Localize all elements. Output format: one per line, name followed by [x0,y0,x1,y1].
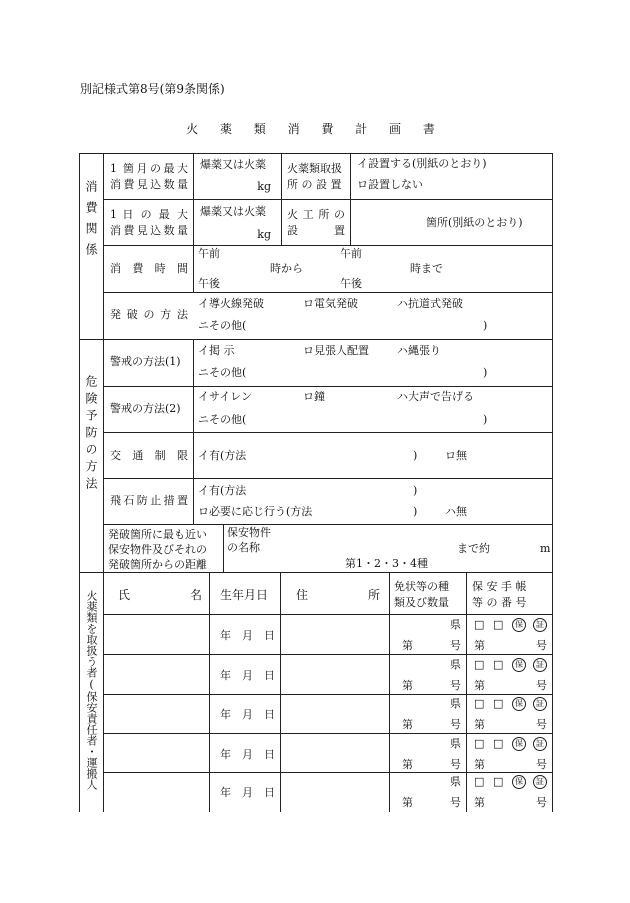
stone-option-3: ハ無 [445,505,467,518]
row-date: 年 月 日 [220,786,275,799]
row-checkbox-2: □ [493,737,504,750]
warn1-option-1: イ掲 示 [198,344,235,357]
row-book-go: 号 [536,718,547,731]
row-checkbox-1: □ [474,775,485,788]
rule-v [209,572,210,812]
object-label-2: の名称 [227,541,260,554]
warn2-option-1: イサイレン [198,390,252,403]
row-pref: 県 [450,697,461,710]
row-license-go: 号 [450,639,461,652]
row-book-go: 号 [536,796,547,809]
warn1-label: 警戒の方法(1) [110,355,181,368]
pm-end: 午後 [340,277,362,290]
stone-option-1: イ有(方法 [198,484,247,497]
row-pref: 県 [450,618,461,631]
storage-label-1: 火薬類取扱 [287,162,342,175]
warn2-other: ニその他( [198,413,247,426]
kg-unit-1: kg [257,180,271,193]
storage-label-2: 所 の 設 置 [287,178,342,191]
rule-h [103,614,552,615]
rule-h [103,654,552,655]
row-license-dai: 第 [402,679,413,692]
rule-v [223,524,224,572]
rule-h [103,386,552,387]
row-checkbox-1: □ [474,658,485,671]
rule-h [103,245,552,246]
form-number: 別記様式第8号(第9条関係) [80,82,225,96]
stone-option-2-close: ) [413,505,418,518]
approx-text: まで約 [457,542,490,555]
row-stamp-sho-wrap [533,775,547,789]
row-stamp-sho: 証 [533,658,547,672]
row-stamp-sho: 証 [533,618,547,632]
kg-unit-2: kg [257,228,271,241]
row-stamp-ho: 保 [512,697,526,711]
rule-v [193,339,194,524]
fire-label-1: 火 工 所 の [287,208,345,221]
blast-option-3: ハ抗道式発破 [397,297,463,310]
row-stamp-ho: 保 [512,737,526,751]
col-name-2: 名 [190,588,203,602]
rule-v [350,153,351,245]
rule-v [103,572,104,812]
warn2-label: 警戒の方法(2) [110,402,181,415]
am-end: 午前 [340,247,362,260]
col-address-1: 住 [296,588,309,602]
blast-label: 発 破 の 方 法 [110,308,188,321]
pm-start: 午後 [198,277,220,290]
row-date: 年 月 日 [220,748,275,761]
section-divider-1 [79,339,552,340]
section-handlers: 火薬類を取扱う者(保安責任者・運搬人 [85,590,98,790]
row-checkbox-1: □ [474,618,485,631]
row-stamp-ho-wrap [512,737,526,751]
rule-h [103,199,552,200]
col-book-2: 等 の 番 号 [472,596,527,609]
row-pref: 県 [450,737,461,750]
warn2-other-close: ) [483,413,488,426]
row-stamp-ho-wrap [512,775,526,789]
row-date: 年 月 日 [220,629,275,642]
meter-unit: m [540,542,551,555]
object-label-1: 保安物件 [227,526,271,539]
daily-max-label-2: 消費見込数量 [110,224,188,237]
traffic-option-2: ロ無 [445,449,467,462]
row-stamp-ho: 保 [512,658,526,672]
blast-other-close: ) [483,319,488,332]
row-checkbox-2: □ [493,618,504,631]
explosive-label-1: 爆薬又は火薬 [200,158,266,171]
row-stamp-ho-wrap [512,658,526,672]
row-license-go: 号 [450,796,461,809]
rule-h [103,694,552,695]
row-book-go: 号 [536,679,547,692]
row-book-dai: 第 [474,796,485,809]
row-book-dai: 第 [474,639,485,652]
class-list: 第1・2・3・4種 [345,557,428,570]
row-book-go: 号 [536,758,547,771]
blast-other: ニその他( [198,319,247,332]
traffic-option-1: イ有(方法 [198,449,247,462]
rule-h [103,478,552,479]
stone-option-1-close: ) [413,484,418,497]
row-license-dai: 第 [402,758,413,771]
explosive-label-2: 爆薬又は火薬 [200,205,266,218]
row-stamp-ho: 保 [512,775,526,789]
page-title: 火 薬 類 消 費 計 画 書 [186,122,444,136]
distance-label-1: 発破箇所に最も近い [108,528,207,541]
daily-max-label-1: 1 日 の 最 大 [110,208,188,221]
row-checkbox-1: □ [474,697,485,710]
row-license-go: 号 [450,758,461,771]
row-stamp-ho-wrap [512,697,526,711]
row-stamp-sho-wrap [533,618,547,632]
rule-v [103,153,104,572]
col-birth: 生年月日 [220,588,269,602]
row-license-dai: 第 [402,796,413,809]
time-label: 消 費 時 間 [110,262,188,275]
rule-v [193,153,194,292]
rule-v [389,572,390,812]
fire-label-2: 設 置 [287,224,345,237]
blast-option-1: イ導火線発破 [198,297,264,310]
row-stamp-ho: 保 [512,618,526,632]
row-book-dai: 第 [474,758,485,771]
storage-option-1: イ設置する(別紙のとおり) [357,157,487,170]
row-stamp-sho-wrap [533,737,547,751]
rule-v [280,572,281,812]
row-checkbox-1: □ [474,737,485,750]
storage-option-2: ロ設置しない [357,178,423,191]
col-name-1: 氏 [118,588,131,602]
rule-h [103,432,552,433]
section-divider-2 [79,572,552,573]
row-checkbox-2: □ [493,775,504,788]
monthly-max-label-2: 消費見込数量 [110,178,188,191]
row-license-dai: 第 [402,639,413,652]
from-text: 時から [270,262,303,275]
monthly-max-label-1: 1 箇月の最大 [110,162,188,175]
row-stamp-sho-wrap [533,697,547,711]
rule-v [281,153,282,245]
col-address-2: 所 [368,588,381,602]
until-text: 時まで [410,262,443,275]
col-license-2: 類及び数量 [394,596,449,609]
rule-h [103,524,552,525]
row-checkbox-2: □ [493,697,504,710]
am-start: 午前 [198,247,220,260]
table-right [552,153,553,812]
row-stamp-sho: 証 [533,697,547,711]
row-book-dai: 第 [474,679,485,692]
row-stamp-sho-wrap [533,658,547,672]
warn1-option-2: ロ見張人配置 [303,344,369,357]
stone-label: 飛石防止措置 [110,494,188,507]
distance-label-2: 保安物件及びそれの [108,543,207,556]
row-pref: 県 [450,658,461,671]
section-hazard: 危険予防の方法 [84,375,98,494]
row-book-dai: 第 [474,718,485,731]
row-checkbox-2: □ [493,658,504,671]
row-book-go: 号 [536,639,547,652]
row-license-go: 号 [450,679,461,692]
row-date: 年 月 日 [220,708,275,721]
section-consumption: 消費関係 [84,180,98,264]
locations-text: 箇所(別紙のとおり) [426,216,523,229]
col-book-1: 保 安 手 帳 [472,580,527,593]
row-pref: 県 [450,775,461,788]
rule-h [103,292,552,293]
warn1-option-3: ハ縄張り [397,344,441,357]
stone-option-2: ロ必要に応じ行う(方法 [198,505,313,518]
rule-v [466,572,467,812]
blast-option-2: ロ電気発破 [303,297,358,310]
traffic-label: 交 通 制 限 [110,449,188,462]
row-stamp-ho-wrap [512,618,526,632]
rule-h [103,772,552,773]
distance-label-3: 発破箇所からの距離 [108,558,207,571]
row-stamp-sho: 証 [533,737,547,751]
table-left [79,153,80,812]
warn2-option-2: ロ鐘 [303,390,325,403]
warn2-option-3: ハ大声で告げる [397,390,474,403]
row-stamp-sho: 証 [533,775,547,789]
col-license-1: 免状等の種 [394,580,449,593]
warn1-other-close: ) [483,366,488,379]
traffic-option-close: ) [413,449,418,462]
rule-h [103,733,552,734]
table-top [79,153,552,154]
warn1-other: ニその他( [198,366,247,379]
row-date: 年 月 日 [220,669,275,682]
row-license-dai: 第 [402,718,413,731]
row-license-go: 号 [450,718,461,731]
